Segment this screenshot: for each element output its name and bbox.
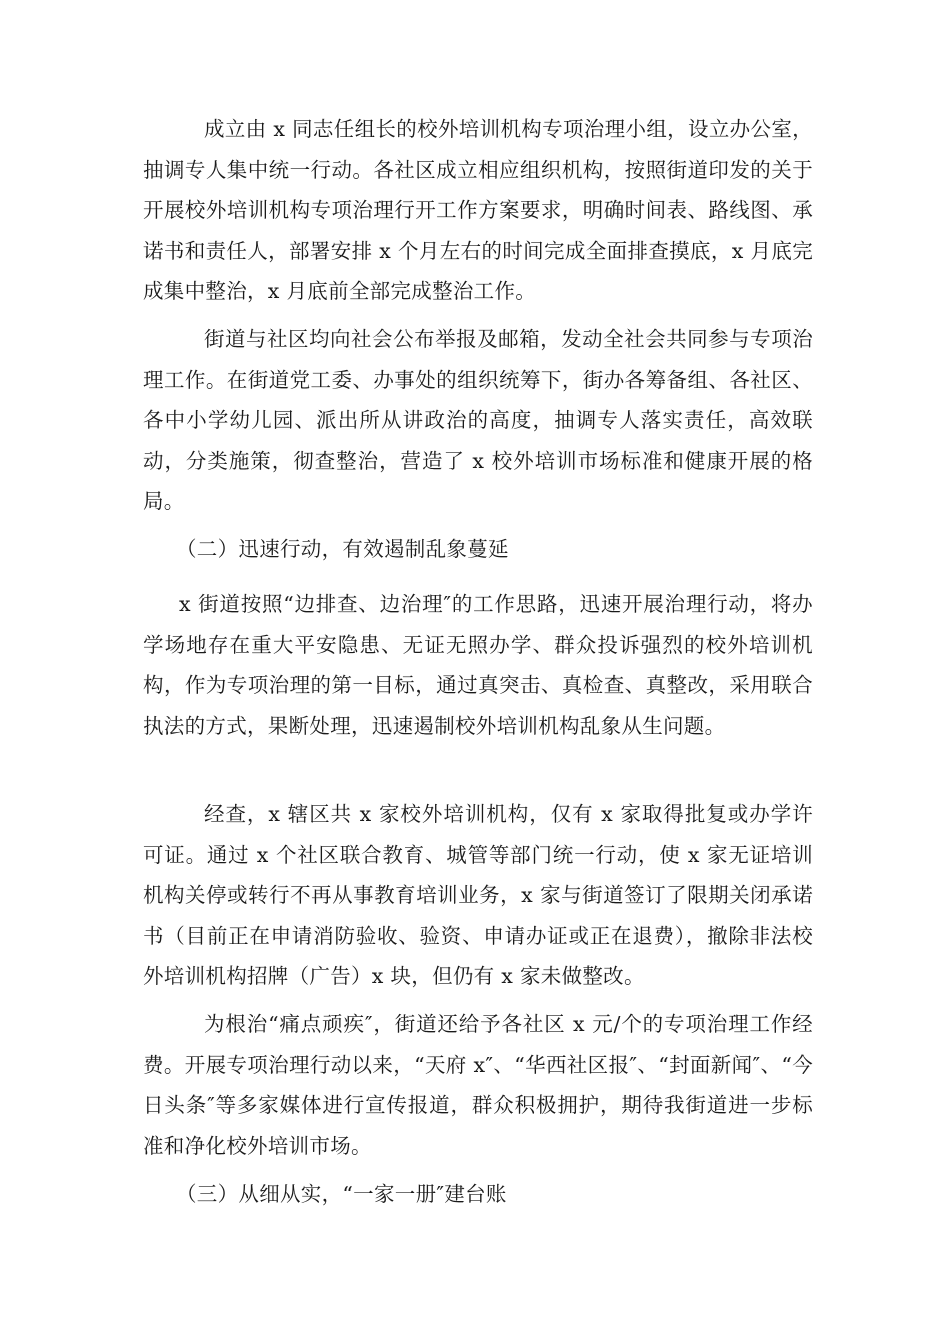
- paragraph-public-reporting: 街道与社区均向社会公布举报及邮箱，发动全社会共同参与专项治理工作。在街道党工委、办事处的组织统筹下，街办各筹备组、各社区、各中小学幼儿园、派出所从讲政治的高度，抽调专人落实责任，高效联动，分类施策，彻查整治，营造了 x 校外培训市场标准和健康开展的格局。: [143, 327, 813, 513]
- paragraph-inspection-results: 经查，x 辖区共 x 家校外培训机构，仅有 x 家取得批复或办学许可证。通过 x 个社区联合教育、城管等部门统一行动，使 x 家无证培训机构关停或转行不再从事教育培训业务，x 家与街道签订了限期关闭承诺书（目前正在申请消防验收、验资、申请办证或正在退费），撤除非法校外培训机构招牌（广告）x 块，但仍有 x 家未做整改。: [143, 802, 813, 988]
- paragraph-rapid-action: x 街道按照“边排查、边治理″的工作思路，迅速开展治理行动，将办学场地存在重大平安隐患、无证无照办学、群众投诉强烈的校外培训机构，作为专项治理的第一目标，通过真突击、真检查、真整改，采用联合执法的方式，果断处理，迅速遏制校外培训机构乱象从生问题。: [143, 592, 813, 738]
- section-heading-3: （三）从细从实，“一家一册″建台账: [176, 1182, 507, 1206]
- paragraph-leadership-group: 成立由 x 同志任组长的校外培训机构专项治理小组，设立办公室，抽调专人集中统一行动。各社区成立相应组织机构，按照街道印发的关于开展校外培训机构专项治理行开工作方案要求，明确时间表、路线图、承诺书和责任人，部署安排 x 个月左右的时间完成全面排查摸底，x 月底完成集中整治，x 月底前全部完成整治工作。: [143, 117, 813, 303]
- paragraph-funding-media: 为根治“痛点顽疾″，街道还给予各社区 x 元/个的专项治理工作经费。开展专项治理行动以来，“天府 x″、“华西社区报″、“封面新闻″、“今日头条″等多家媒体进行宣传报道，群众积极拥护，期待我街道进一步标准和净化校外培训市场。: [143, 1012, 813, 1158]
- section-heading-2: （二）迅速行动，有效遏制乱象蔓延: [176, 537, 509, 561]
